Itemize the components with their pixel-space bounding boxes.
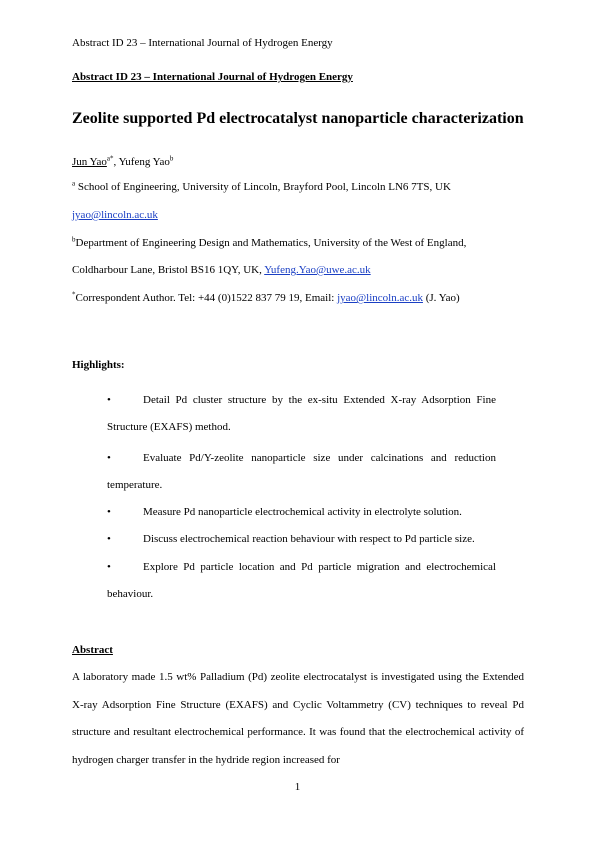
correspondence-text: Correspondent Author. Tel: +44 (0)1522 837 79 19, Email: bbox=[75, 292, 338, 304]
author-name: Yufeng Yao bbox=[118, 156, 170, 168]
author-name: Jun Yao bbox=[72, 156, 107, 168]
author-superscript: a* bbox=[106, 154, 114, 163]
email-link[interactable]: jyao@lincoln.ac.uk bbox=[337, 292, 423, 304]
highlight-item bbox=[107, 499, 496, 526]
affiliation-text: Coldharbour Lane, Bristol BS16 1QY, UK, bbox=[72, 264, 265, 276]
bullet-icon: • bbox=[107, 533, 111, 545]
author-line bbox=[72, 156, 173, 168]
highlight-text: Detail Pd cluster structure by the ex-situ Extended X-ray Adsorption Fine Structure (EXAFS) method. bbox=[107, 394, 496, 433]
affiliation-b bbox=[72, 237, 466, 249]
abstract-id-heading: Abstract ID 23 – International Journal of Hydrogen Energy bbox=[72, 71, 353, 83]
affiliation-b-line2 bbox=[72, 264, 371, 276]
highlight-text: Evaluate Pd/Y-zeolite nanoparticle size under calcinations and reduction temperature. bbox=[107, 452, 496, 491]
highlight-text: Discuss electrochemical reaction behaviour with respect to Pd particle size. bbox=[143, 533, 475, 545]
affiliation-text: School of Engineering, University of Lincoln, Brayford Pool, Lincoln LN6 7TS, UK bbox=[75, 181, 451, 193]
abstract-body: A laboratory made 1.5 wt% Palladium (Pd) zeolite electrocatalyst is investigated using the Extended X-ray Adsorption Fine Structure (EXAFS) and Cyclic Voltammetry (CV) techniques to reveal Pd structure and resultant electrochemical performance. It was found that the electrochemical activity of hydrogen charger transfer in the hydride region increased for bbox=[72, 671, 524, 766]
highlight-item bbox=[107, 387, 496, 441]
highlight-item bbox=[107, 526, 496, 553]
highlight-text: Measure Pd nanoparticle electrochemical activity in electrolyte solution. bbox=[143, 506, 462, 518]
abstract-heading: Abstract bbox=[72, 644, 113, 656]
correspondence-line bbox=[72, 292, 460, 304]
affiliation-marker: a bbox=[72, 179, 76, 188]
affiliation-a bbox=[72, 181, 451, 193]
correspondence-suffix: (J. Yao) bbox=[422, 292, 460, 304]
paper-title: Zeolite supported Pd electrocatalyst nanoparticle characterization bbox=[72, 110, 524, 127]
email-link[interactable]: jyao@lincoln.ac.uk bbox=[72, 209, 158, 221]
author-separator: , bbox=[113, 156, 119, 168]
bullet-icon: • bbox=[107, 561, 111, 573]
page-number: 1 bbox=[294, 781, 301, 793]
bullet-icon: • bbox=[107, 452, 111, 464]
highlights-heading: Highlights: bbox=[72, 359, 125, 371]
bullet-icon: • bbox=[107, 506, 111, 518]
highlight-text: Explore Pd particle location and Pd particle migration and electrochemical behaviour. bbox=[107, 561, 496, 600]
highlight-item bbox=[107, 554, 496, 608]
email-link[interactable]: Yufeng.Yao@uwe.ac.uk bbox=[264, 264, 371, 276]
correspondence-marker: * bbox=[72, 290, 76, 299]
running-header: Abstract ID 23 – International Journal of Hydrogen Energy bbox=[72, 37, 333, 49]
affiliation-a-email-line bbox=[72, 209, 158, 221]
affiliation-text: Department of Engineering Design and Mathematics, University of the West of England, bbox=[75, 237, 467, 249]
bullet-icon: • bbox=[107, 394, 111, 406]
author-superscript: b bbox=[169, 154, 174, 163]
affiliation-marker: b bbox=[72, 235, 76, 244]
highlight-item bbox=[107, 445, 496, 499]
